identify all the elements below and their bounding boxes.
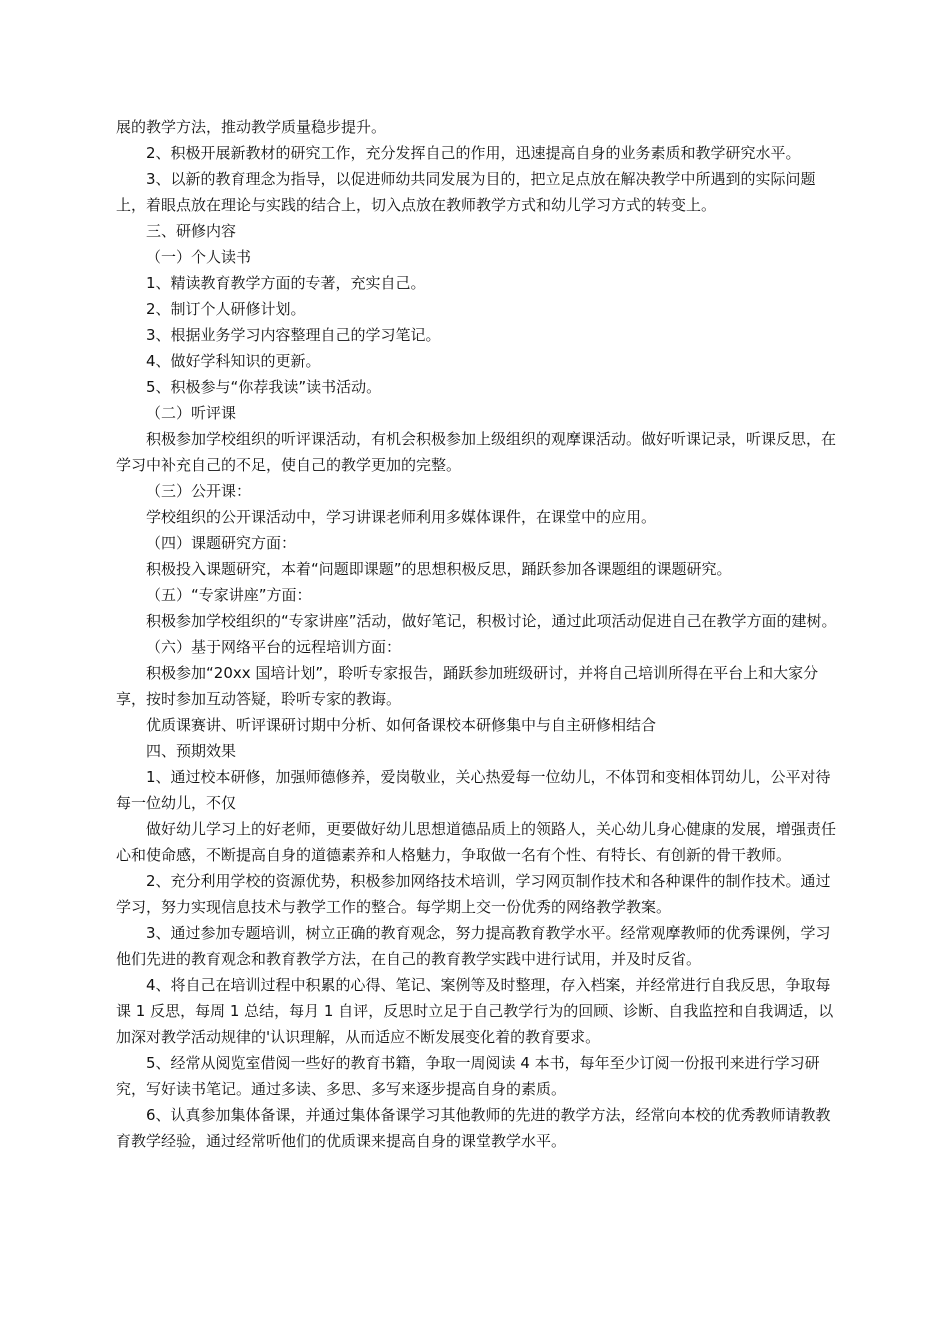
paragraph: 做好幼儿学习上的好老师，更要做好幼儿思想道德品质上的领路人，关心幼儿身心健康的发展，增强责任心和使命感，不断提高自身的道德素养和人格魅力，争取做一名有个性、有特长、有创新的骨干教师。: [116, 820, 837, 864]
list-item: 1、精读教育教学方面的专著，充实自己。: [146, 274, 426, 292]
paragraph: 积极参加“20xx 国培计划”，聆听专家报告，踊跃参加班级研讨，并将自己培训所得在平台上和大家分享，按时参加互动答疑，聆听专家的教诲。: [116, 664, 819, 708]
subheading-remote-training: （六）基于网络平台的远程培训方面：: [146, 638, 402, 656]
paragraph: 1、通过校本研修，加强师德修养，爱岗敬业，关心热爱每一位幼儿，不体罚和变相体罚幼儿，公平对待每一位幼儿，不仅: [116, 768, 831, 812]
paragraph: 学校组织的公开课活动中，学习讲课老师利用多媒体课件，在课堂中的应用。: [146, 508, 657, 526]
subheading-reading: （一）个人读书: [146, 248, 252, 266]
paragraph: 2、充分利用学校的资源优势，积极参加网络技术培训，学习网页制作技术和各种课件的制作技术。通过学习，努力实现信息技术与教学工作的整合。每学期上交一份优秀的网络教学教案。: [116, 872, 831, 916]
list-item: 2、制订个人研修计划。: [146, 300, 306, 318]
paragraph-goal-3: 3、以新的教育理念为指导，以促进师幼共同发展为目的，把立足点放在解决教学中所遇到的实际问题上，着眼点放在理论与实践的结合上，切入点放在教师教学方式和幼儿学习方式的转变上。: [116, 170, 816, 214]
paragraph: 积极参加学校组织的“专家讲座”活动，做好笔记，积极讨论，通过此项活动促进自己在教学方面的建树。: [146, 612, 837, 630]
list-item: 3、根据业务学习内容整理自己的学习笔记。: [146, 326, 441, 344]
section-heading-content: 三、研修内容: [146, 222, 237, 240]
paragraph: 优质课赛讲、听评课研讨期中分析、如何备课校本研修集中与自主研修相结合: [146, 716, 657, 734]
paragraph: 5、经常从阅览室借阅一些好的教育书籍，争取一周阅读 4 本书，每年至少订阅一份报刊来进行学习研究，写好读书笔记。通过多读、多思、多写来逐步提高自身的素质。: [116, 1054, 820, 1098]
paragraph-continuation: 展的教学方法，推动教学质量稳步提升。: [116, 118, 387, 136]
paragraph: 积极参加学校组织的听评课活动，有机会积极参加上级组织的观摩课活动。做好听课记录，听课反思，在学习中补充自己的不足，使自己的教学更加的完整。: [116, 430, 837, 474]
paragraph: 6、认真参加集体备课，并通过集体备课学习其他教师的先进的教学方法，经常向本校的优秀教师请教教育教学经验，通过经常听他们的优质课来提高自身的课堂教学水平。: [116, 1106, 831, 1150]
subheading-research: （四）课题研究方面：: [146, 534, 297, 552]
subheading-lesson-review: （二）听评课: [146, 404, 237, 422]
paragraph: 积极投入课题研究，本着“问题即课题”的思想积极反思，踊跃参加各课题组的课题研究。: [146, 560, 732, 578]
list-item: 5、积极参与“你荐我读”读书活动。: [146, 378, 382, 396]
document-page: [116, 114, 838, 1154]
paragraph-goal-2: 2、积极开展新教材的研究工作，充分发挥自己的作用，迅速提高自身的业务素质和教学研究水平。: [146, 144, 801, 162]
list-item: 4、做好学科知识的更新。: [146, 352, 321, 370]
subheading-open-class: （三）公开课：: [146, 482, 252, 500]
paragraph: 3、通过参加专题培训，树立正确的教育观念，努力提高教育教学水平。经常观摩教师的优秀课例，学习他们先进的教育观念和教育教学方法，在自己的教育教学实践中进行试用，并及时反省。: [116, 924, 831, 968]
section-heading-effects: 四、预期效果: [146, 742, 237, 760]
subheading-expert-lecture: （五）“专家讲座”方面：: [146, 586, 312, 604]
paragraph: 4、将自己在培训过程中积累的心得、笔记、案例等及时整理，存入档案，并经常进行自我反思，争取每课 1 反思，每周 1 总结，每月 1 自评，反思时立足于自己教学行为的回顾、诊断、自我监控和自我调适，以加深对教学活动规律的'认识理解，从而适应不断发展变化着的教育要求。: [116, 976, 834, 1046]
